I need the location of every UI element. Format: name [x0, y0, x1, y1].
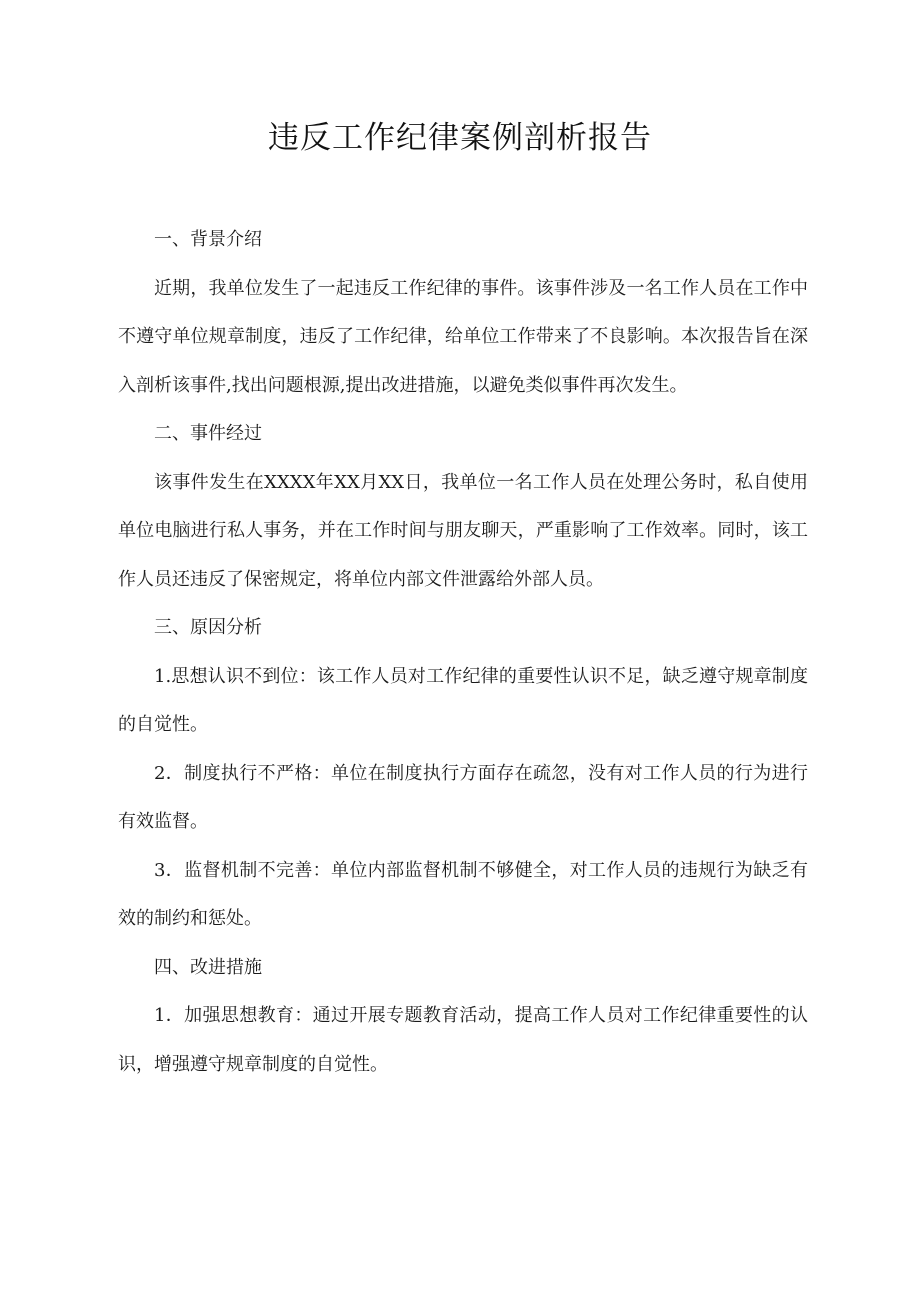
section-heading-improvement: 四、改进措施 — [154, 956, 262, 978]
paragraph-background: 近期，我单位发生了一起违反工作纪律的事件。该事件涉及一名工作人员在工作中不遵守单位规章制度，违反了工作纪律，给单位工作带来了不良影响。本次报告旨在深入剖析该事件,找出问题根源,提出改进措施，以避免类似事件再次发生。 — [118, 277, 808, 396]
section-heading-background: 一、背景介绍 — [154, 229, 262, 250]
paragraph-improvement-1: 1．加强思想教育：通过开展专题教育活动，提高工作人员对工作纪律重要性的认识，增强遵守规章制度的自觉性。 — [118, 1005, 808, 1075]
section-heading-cause-analysis: 三、原因分析 — [154, 617, 262, 638]
paragraph-cause-3: 3．监督机制不完善：单位内部监督机制不够健全，对工作人员的违规行为缺乏有效的制约和惩处。 — [118, 859, 808, 929]
document-title: 违反工作纪律案例剖析报告 — [268, 120, 652, 156]
section-heading-incident: 二、事件经过 — [154, 423, 262, 444]
paragraph-cause-1: 1.思想认识不到位：该工作人员对工作纪律的重要性认识不足，缺乏遵守规章制度的自觉性。 — [118, 665, 808, 735]
paragraph-cause-2: 2．制度执行不严格：单位在制度执行方面存在疏忽，没有对工作人员的行为进行有效监督。 — [118, 762, 808, 832]
document-body — [118, 216, 808, 1089]
paragraph-incident: 该事件发生在XXXX年XX月XX日，我单位一名工作人员在处理公务时，私自使用单位电脑进行私人事务，并在工作时间与朋友聊天，严重影响了工作效率。同时，该工作人员还违反了保密规定，将单位内部文件泄露给外部人员。 — [118, 471, 808, 590]
